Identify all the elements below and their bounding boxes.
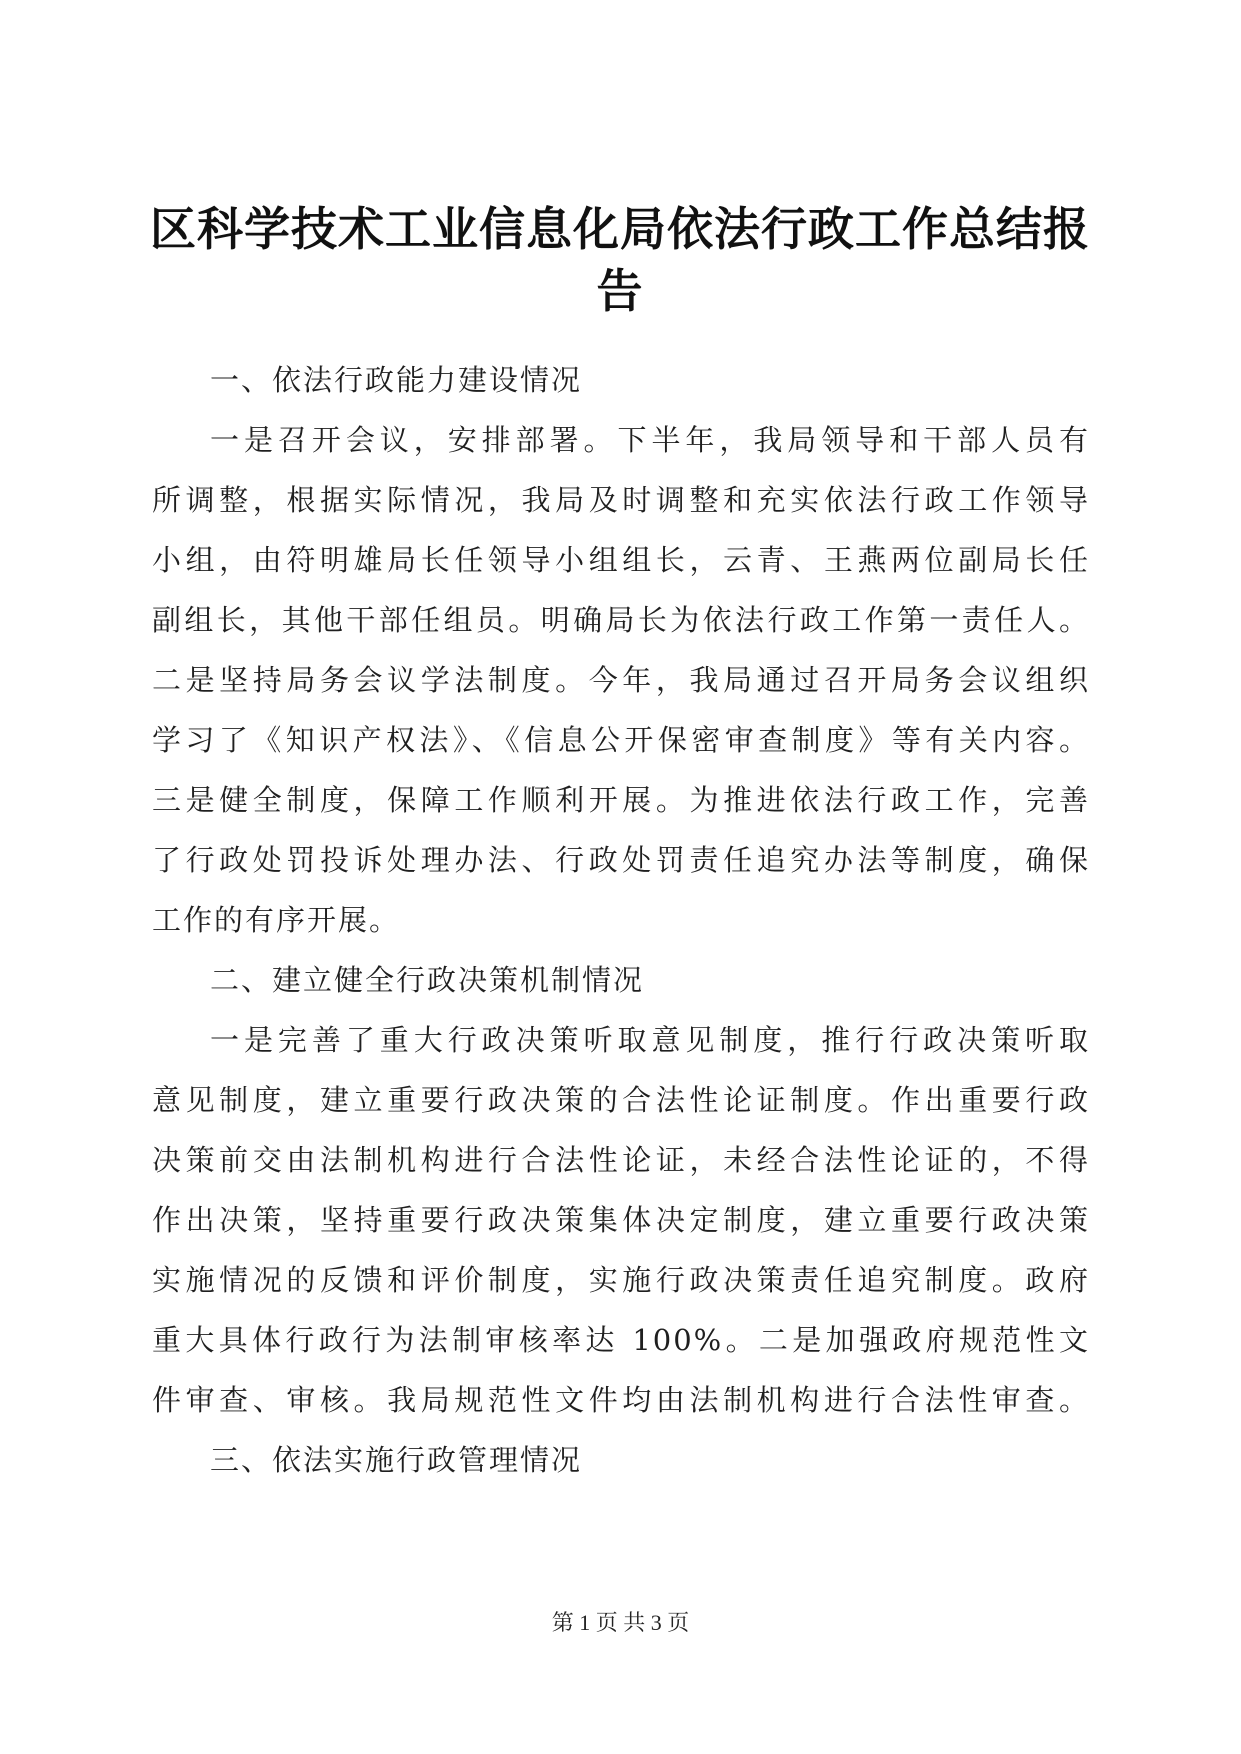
paragraph-line: 了行政处罚投诉处理办法、行政处罚责任追究办法等制度，确保 (152, 843, 1090, 877)
document-body (152, 350, 1090, 1490)
paragraph-line: 学习了《知识产权法》、《信息公开保密审查制度》等有关内容。 (152, 723, 1090, 757)
document-title: 区科学技术工业信息化局依法行政工作总结报告 (150, 202, 1090, 318)
paragraph-line: 一是完善了重大行政决策听取意见制度，推行行政决策听取 (210, 1023, 1090, 1057)
paragraph-line: 一是召开会议，安排部署。下半年，我局领导和干部人员有 (210, 423, 1090, 457)
paragraph-line: 二是坚持局务会议学法制度。今年，我局通过召开局务会议组织 (152, 663, 1090, 697)
section-heading-3: 三、依法实施行政管理情况 (210, 1443, 583, 1477)
paragraph-line: 重大具体行政行为法制审核率达 100%。二是加强政府规范性文 (152, 1323, 1090, 1357)
paragraph-line: 所调整，根据实际情况，我局及时调整和充实依法行政工作领导 (152, 483, 1090, 517)
paragraph-line: 副组长，其他干部任组员。明确局长为依法行政工作第一责任人。 (152, 603, 1090, 637)
page-footer: 第 1 页 共 3 页 (551, 1610, 690, 1635)
paragraph-line: 三是健全制度，保障工作顺利开展。为推进依法行政工作，完善 (152, 783, 1090, 817)
paragraph-line: 决策前交由法制机构进行合法性论证，未经合法性论证的，不得 (152, 1143, 1090, 1177)
paragraph-line: 小组，由符明雄局长任领导小组组长，云青、王燕两位副局长任 (152, 543, 1090, 577)
paragraph-line: 工作的有序开展。 (152, 903, 401, 937)
paragraph-line: 实施情况的反馈和评价制度，实施行政决策责任追究制度。政府 (152, 1263, 1090, 1297)
paragraph-line: 意见制度，建立重要行政决策的合法性论证制度。作出重要行政 (152, 1083, 1090, 1117)
paragraph-line: 作出决策，坚持重要行政决策集体决定制度，建立重要行政决策 (152, 1203, 1090, 1237)
paragraph-line: 件审查、审核。我局规范性文件均由法制机构进行合法性审查。 (152, 1383, 1090, 1417)
section-heading-2: 二、建立健全行政决策机制情况 (210, 963, 645, 997)
section-heading-1: 一、依法行政能力建设情况 (210, 363, 583, 397)
